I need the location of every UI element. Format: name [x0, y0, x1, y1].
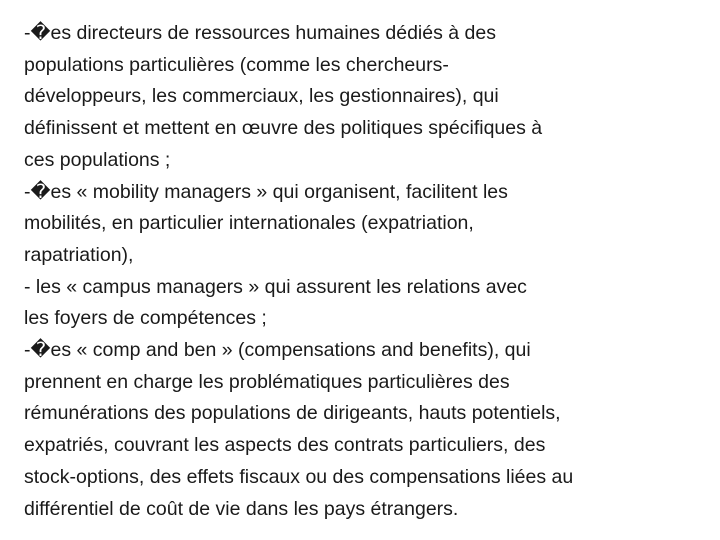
- text-line: définissent et mettent en œuvre des politiques spécifiques à: [24, 117, 543, 140]
- text-line: - les « campus managers » qui assurent les relations avec: [24, 275, 527, 298]
- text-line: ces populations ;: [24, 148, 171, 171]
- text-line: les foyers de compétences ;: [24, 307, 267, 330]
- text-line: différentiel de coût de vie dans les pays étrangers.: [24, 497, 459, 520]
- text-line: stock-options, des effets fiscaux ou des compensations liées au: [24, 465, 574, 488]
- text-line: -�es directeurs de ressources humaines dédiés à des: [24, 22, 496, 44]
- text-line: populations particulières (comme les chercheurs-: [24, 53, 449, 76]
- text-line: rapatriation),: [24, 243, 134, 266]
- text-line: -�es « comp and ben » (compensations and benefits), qui: [24, 339, 531, 362]
- text-line: rémunérations des populations de dirigeants, hauts potentiels,: [24, 402, 561, 425]
- text-line: expatriés, couvrant les aspects des contrats particuliers, des: [24, 434, 546, 457]
- text-line: prennent en charge les problématiques particulières des: [24, 370, 510, 393]
- text-line: -�es « mobility managers » qui organisent, facilitent les: [24, 180, 508, 203]
- text-line: mobilités, en particulier internationales (expatriation,: [24, 212, 474, 235]
- text-line: développeurs, les commerciaux, les gestionnaires), qui: [24, 85, 499, 108]
- document-body: [24, 18, 696, 525]
